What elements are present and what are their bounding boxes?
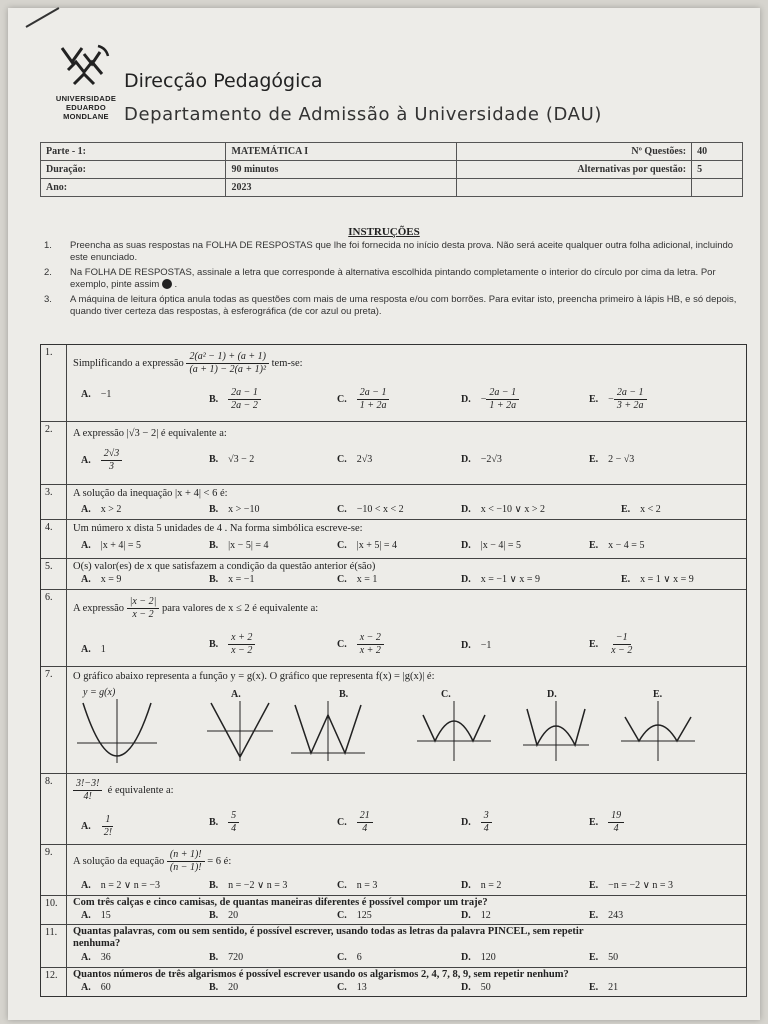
exam-info-table (40, 142, 743, 197)
q11-option-e[interactable]: E. 50 (589, 952, 619, 963)
uem-emblem-icon (58, 44, 110, 90)
q2-option-e[interactable]: E. 2 − √3 (589, 454, 635, 465)
q5-option-e[interactable]: E. x = 1 ∨ x = 9 (621, 574, 694, 585)
q10-option-d[interactable]: D. 12 (461, 910, 491, 921)
question-5: 5. O(s) valor(es) de x que satisfazem a condição da questão anterior é(são) A. x = 9 B. x = −1 C. x = 1 D. x = −1 ∨ x = 9 E. x = 1 ∨ x = 9 (41, 559, 746, 590)
q10-option-b[interactable]: B. 20 (209, 910, 239, 921)
graph-e[interactable] (621, 701, 695, 761)
q4-option-c[interactable]: C. |x + 5| = 4 (337, 540, 398, 551)
g-graph (77, 699, 157, 763)
graph-b-label: B. (339, 689, 349, 700)
question-11: 11. Quantas palavras, com ou sem sentido, é possível escrever, usando todas as letras da palavra PINCEL, sem repetir nenhuma? A. 36 B. 720 C. 6 D. 120 E. 50 (41, 925, 746, 968)
instruction-item: 3. A máquina de leitura óptica anula todas as questões com mais de uma resposta e/ou com borrões. Para evitar isto, preencha primeiro à lápis HB, e só depois, quando tiver certeza das respostas, à esferográfica (de cor azul ou preta). (44, 294, 737, 317)
q8-option-b[interactable]: B. $\frac{5}{4}$ (209, 810, 239, 835)
university-name: UNIVERSIDADE EDUARDO MONDLANE (55, 94, 117, 121)
q4-option-a[interactable]: A. |x + 4| = 5 (81, 540, 142, 551)
graph-b[interactable] (291, 701, 365, 761)
q1-option-a[interactable]: A. −1 (81, 389, 112, 400)
parte-label: Parte - 1: (41, 143, 226, 161)
q11-option-d[interactable]: D. 120 (461, 952, 496, 963)
instructions-list (40, 240, 745, 321)
graph-a[interactable] (207, 701, 273, 761)
header-subtitle: Departamento de Admissão à Universidade (DAU) (124, 104, 602, 125)
nquestoes-value: 40 (692, 143, 743, 161)
question-3: 3. A solução da inequação |x + 4| < 6 é: A. x > 2 B. x > −10 C. −10 < x < 2 D. x < −10 ∨ x > 2 E. x < 2 (41, 485, 746, 520)
q3-option-e[interactable]: E. x < 2 (621, 504, 661, 515)
q11-option-c[interactable]: C. 6 (337, 952, 362, 963)
q12-option-d[interactable]: D. 50 (461, 982, 491, 993)
q3-option-c[interactable]: C. −10 < x < 2 (337, 504, 404, 515)
q9-option-c[interactable]: C. n = 3 (337, 880, 378, 891)
filled-circle-icon (162, 279, 172, 289)
q6-option-b[interactable]: B. $\frac{x + 2}{x - 2}$ (209, 632, 255, 657)
q3-option-a[interactable]: A. x > 2 (81, 504, 122, 515)
graph-c-label: C. (441, 689, 451, 700)
header-title: Direcção Pedagógica (124, 70, 323, 92)
ano-value: 2023 (226, 179, 456, 197)
q9-option-b[interactable]: B. n = −2 ∨ n = 3 (209, 880, 288, 891)
q8-option-e[interactable]: E. $\frac{19}{4}$ (589, 810, 624, 835)
q1-option-e[interactable]: E. − $\frac{2a - 1}{3 + 2a}$ (589, 387, 647, 412)
q9-option-d[interactable]: D. n = 2 (461, 880, 502, 891)
q4-option-e[interactable]: E. x − 4 = 5 (589, 540, 645, 551)
graph-a-label: A. (231, 689, 241, 700)
graph-d[interactable] (523, 701, 589, 761)
q5-option-c[interactable]: C. x = 1 (337, 574, 378, 585)
question-4: 4. Um número x dista 5 unidades de 4 . Na forma simbólica escreve-se: A. |x + 4| = 5 B. |x − 5| = 4 C. |x + 5| = 4 D. |x − 4| = 5 E. x − 4 = 5 (41, 520, 746, 559)
q5-option-b[interactable]: B. x = −1 (209, 574, 255, 585)
q3-option-b[interactable]: B. x > −10 (209, 504, 260, 515)
q5-option-d[interactable]: D. x = −1 ∨ x = 9 (461, 574, 540, 585)
q9-option-a[interactable]: A. n = 2 ∨ n = −3 (81, 880, 160, 891)
q1-option-d[interactable]: D. − $\frac{2a - 1}{1 + 2a}$ (461, 387, 519, 412)
q2-option-d[interactable]: D. −2√3 (461, 454, 502, 465)
graph-c[interactable] (417, 701, 491, 761)
q10-option-a[interactable]: A. 15 (81, 910, 111, 921)
q2-option-b[interactable]: B. √3 − 2 (209, 454, 255, 465)
q8-option-a[interactable]: A. $\frac{1}{2!}$ (81, 814, 113, 838)
q2-option-c[interactable]: C. 2√3 (337, 454, 373, 465)
q5-option-a[interactable]: A. x = 9 (81, 574, 122, 585)
q6-option-e[interactable]: E. $\frac{-1}{x - 2}$ (589, 632, 633, 656)
q10-option-c[interactable]: C. 125 (337, 910, 372, 921)
q8-option-d[interactable]: D. $\frac{3}{4}$ (461, 810, 492, 835)
duracao-value: 90 minutos (226, 161, 456, 179)
q8-option-c[interactable]: C. $\frac{21}{4}$ (337, 810, 373, 835)
duracao-label: Duração: (41, 161, 226, 179)
q1-option-c[interactable]: C. $\frac{2a - 1}{1 + 2a}$ (337, 387, 389, 412)
question-6: 6. A expressão $\frac{|x - 2|}{x - 2}$ para valores de x ≤ 2 é equivalente a: A. 1 B. $\frac{x + 2}{x - 2}$ C. $\frac{x - 2}{x + 2}$ D. −1 E. $\frac{-1}{x - 2}$ (41, 590, 746, 667)
q6-option-a[interactable]: A. 1 (81, 644, 106, 655)
question-8: 8. $\frac{3!-3!}{4!}$ é equivalente a: A. $\frac{1}{2!}$ B. $\frac{5}{4}$ C. $\frac{21}{4}$ D. $\frac{3}{4}$ E. $\frac{19}{4}$ (41, 774, 746, 845)
q4-option-d[interactable]: D. |x − 4| = 5 (461, 540, 522, 551)
graph-d-label: D. (547, 689, 557, 700)
q12-option-e[interactable]: E. 21 (589, 982, 619, 993)
q12-option-a[interactable]: A. 60 (81, 982, 111, 993)
header (42, 44, 742, 136)
q1-expression: $\frac{\text{2(a² − 1) + (a + 1)}}{\text{(a + 1) − 2(a + 1)²}}$ (186, 351, 269, 376)
q6-option-c[interactable]: C. $\frac{x - 2}{x + 2}$ (337, 632, 384, 657)
alternativas-value: 5 (692, 161, 743, 179)
ano-label: Ano: (41, 179, 226, 197)
alternativas-label: Alternativas por questão: (456, 161, 691, 179)
question-2: 2. A expressão |√3 − 2| é equivalente a: A. $\frac{2√3}{3}$ B. √3 − 2 C. 2√3 D. −2√3 E. 2 − √3 (41, 422, 746, 485)
graph-e-label: E. (653, 689, 663, 700)
q9-option-e[interactable]: E. −n = −2 ∨ n = 3 (589, 880, 674, 891)
q11-option-b[interactable]: B. 720 (209, 952, 244, 963)
pen-mark (26, 7, 60, 28)
questions-table (40, 344, 747, 997)
q1-option-b[interactable]: B. $\frac{2a - 1}{2a - 2}$ (209, 387, 261, 412)
nquestoes-label: Nº Questões: (456, 143, 691, 161)
q12-option-b[interactable]: B. 20 (209, 982, 239, 993)
g-graph-label: y = g(x) (83, 687, 116, 698)
question-9: 9. A solução da equação $\frac{(n + 1)!}{(n - 1)!}$ = 6 é: A. n = 2 ∨ n = −3 B. n = −2 ∨ n = 3 C. n = 3 D. n = 2 E. −n = −2 ∨ n = 3 (41, 845, 746, 896)
instructions-title: INSTRUÇÕES (348, 226, 420, 238)
instruction-item: 2. Na FOLHA DE RESPOSTAS, assinale a letra que corresponde à alternativa escolhida pintando completamente o interior do círculo por cima da letra. Por exemplo, pinte assim . (44, 267, 716, 290)
instruction-item: 1. Preencha as suas respostas na FOLHA DE RESPOSTAS que lhe foi fornecida no início desta prova. Não será aceite qualquer outra folha adicional, incluindo este enunciado. (44, 240, 734, 263)
q3-option-d[interactable]: D. x < −10 ∨ x > 2 (461, 504, 545, 515)
q11-option-a[interactable]: A. 36 (81, 952, 111, 963)
question-10: 10. Com três calças e cinco camisas, de quantas maneiras diferentes é possível compor um traje? A. 15 B. 20 C. 125 D. 12 E. 243 (41, 896, 746, 925)
q12-option-c[interactable]: C. 13 (337, 982, 367, 993)
university-logo (48, 44, 118, 132)
question-1: 1. Simplificando a expressão $\frac{\text{2(a² − 1) + (a + 1)}}{\text{(a + 1) − 2(a + 1)²}}$ tem-se: A. −1 B. $\frac{2a - 1}{2a - 2}$ C. $\frac{2a - 1}{1 + 2a}$ D. − $\frac{2a - 1}{1 + 2a}$ E. − $\frac{2a - 1}{3 + 2a}$ (41, 345, 746, 422)
question-12: 12. Quantos números de três algarismos é possível escrever usando os algarismos 2, 4, 7, 8, 9, sem repetir nenhum? A. 60 B. 20 C. 13 D. 50 E. 21 (41, 968, 746, 996)
q2-option-a[interactable]: A. $\frac{2√3}{3}$ (81, 448, 122, 473)
parte-value: MATEMÁTICA I (226, 143, 456, 161)
q10-option-e[interactable]: E. 243 (589, 910, 624, 921)
question-7: 7. O gráfico abaixo representa a função y = g(x). O gráfico que representa f(x) = |g(x)| é: y = g(x) A. B. C. D. E. (41, 667, 746, 774)
q6-option-d[interactable]: D. −1 (461, 640, 492, 651)
q4-option-b[interactable]: B. |x − 5| = 4 (209, 540, 269, 551)
